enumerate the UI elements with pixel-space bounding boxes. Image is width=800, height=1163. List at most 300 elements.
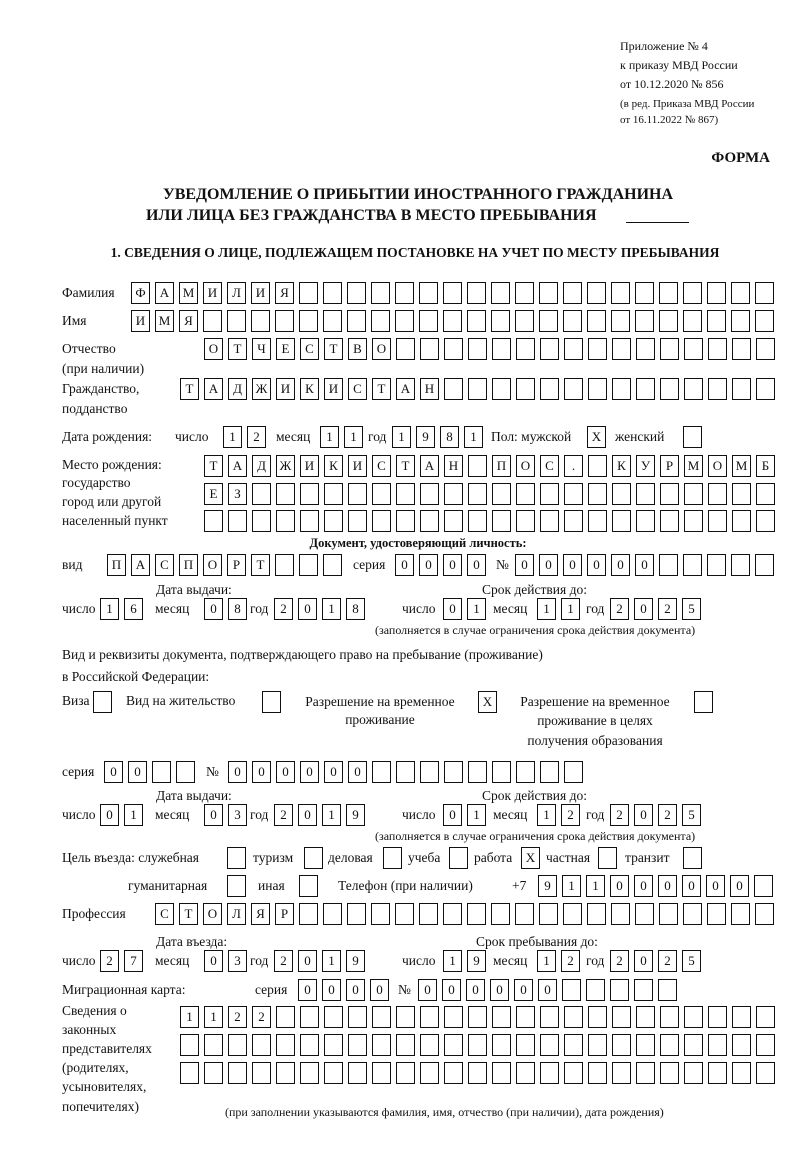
letter-cell[interactable]: [348, 483, 367, 505]
letter-cell[interactable]: [444, 378, 463, 400]
letter-cell[interactable]: [756, 1062, 775, 1084]
letter-cell[interactable]: [443, 282, 462, 304]
letter-cell[interactable]: 3: [228, 804, 247, 826]
letter-cell[interactable]: Ч: [252, 338, 271, 360]
letter-cell[interactable]: [588, 338, 607, 360]
letter-cell[interactable]: [152, 761, 171, 783]
letter-cell[interactable]: [468, 1062, 487, 1084]
letter-cell[interactable]: [372, 483, 391, 505]
letter-cell[interactable]: [732, 1034, 751, 1056]
letter-cell[interactable]: [660, 1006, 679, 1028]
letter-cell[interactable]: И: [276, 378, 295, 400]
letter-cell[interactable]: Ж: [276, 455, 295, 477]
letter-cell[interactable]: [612, 1034, 631, 1056]
letter-cell[interactable]: [684, 338, 703, 360]
letter-cell[interactable]: [395, 282, 414, 304]
letter-cell[interactable]: [540, 510, 559, 532]
checkbox-cell[interactable]: [449, 847, 468, 869]
letter-cell[interactable]: [492, 483, 511, 505]
letter-cell[interactable]: [540, 483, 559, 505]
letter-cell[interactable]: 9: [467, 950, 486, 972]
letter-cell[interactable]: [444, 1006, 463, 1028]
letter-cell[interactable]: [420, 1062, 439, 1084]
letter-cell[interactable]: [516, 378, 535, 400]
letter-cell[interactable]: [660, 1062, 679, 1084]
letter-cell[interactable]: П: [492, 455, 511, 477]
letter-cell[interactable]: 2: [658, 950, 677, 972]
letter-cell[interactable]: [275, 310, 294, 332]
letter-cell[interactable]: [636, 378, 655, 400]
letter-cell[interactable]: И: [203, 282, 222, 304]
letter-cell[interactable]: 0: [490, 979, 509, 1001]
letter-cell[interactable]: [204, 1062, 223, 1084]
letter-cell[interactable]: [372, 1062, 391, 1084]
letter-cell[interactable]: 0: [204, 804, 223, 826]
letter-cell[interactable]: 2: [247, 426, 266, 448]
letter-cell[interactable]: [468, 1034, 487, 1056]
letter-cell[interactable]: [252, 1034, 271, 1056]
letter-cell[interactable]: 1: [467, 598, 486, 620]
letter-cell[interactable]: 2: [561, 804, 580, 826]
letter-cell[interactable]: 2: [610, 950, 629, 972]
letter-cell[interactable]: [419, 282, 438, 304]
letter-cell[interactable]: 1: [322, 598, 341, 620]
letter-cell[interactable]: 0: [322, 979, 341, 1001]
checkbox-cell[interactable]: [683, 426, 702, 448]
letter-cell[interactable]: 2: [228, 1006, 247, 1028]
letter-cell[interactable]: 0: [346, 979, 365, 1001]
letter-cell[interactable]: 5: [682, 804, 701, 826]
letter-cell[interactable]: Д: [228, 378, 247, 400]
letter-cell[interactable]: О: [203, 554, 222, 576]
letter-cell[interactable]: 0: [515, 554, 534, 576]
letter-cell[interactable]: [707, 554, 726, 576]
letter-cell[interactable]: [516, 761, 535, 783]
letter-cell[interactable]: 0: [443, 598, 462, 620]
letter-cell[interactable]: [636, 510, 655, 532]
letter-cell[interactable]: [611, 903, 630, 925]
letter-cell[interactable]: 0: [298, 598, 317, 620]
letter-cell[interactable]: 0: [587, 554, 606, 576]
letter-cell[interactable]: 1: [320, 426, 339, 448]
letter-cell[interactable]: [348, 1034, 367, 1056]
letter-cell[interactable]: [251, 310, 270, 332]
letter-cell[interactable]: 0: [611, 554, 630, 576]
letter-cell[interactable]: А: [131, 554, 150, 576]
letter-cell[interactable]: [564, 378, 583, 400]
letter-cell[interactable]: [756, 378, 775, 400]
letter-cell[interactable]: [252, 483, 271, 505]
letter-cell[interactable]: [396, 483, 415, 505]
letter-cell[interactable]: [467, 282, 486, 304]
letter-cell[interactable]: 8: [346, 598, 365, 620]
letter-cell[interactable]: И: [131, 310, 150, 332]
letter-cell[interactable]: 5: [682, 950, 701, 972]
letter-cell[interactable]: 1: [561, 598, 580, 620]
letter-cell[interactable]: [396, 510, 415, 532]
letter-cell[interactable]: [347, 903, 366, 925]
letter-cell[interactable]: [636, 1062, 655, 1084]
letter-cell[interactable]: 2: [274, 598, 293, 620]
letter-cell[interactable]: [588, 483, 607, 505]
letter-cell[interactable]: [708, 510, 727, 532]
letter-cell[interactable]: [516, 1006, 535, 1028]
letter-cell[interactable]: [348, 1062, 367, 1084]
letter-cell[interactable]: [683, 554, 702, 576]
letter-cell[interactable]: [564, 483, 583, 505]
letter-cell[interactable]: [420, 1034, 439, 1056]
letter-cell[interactable]: А: [228, 455, 247, 477]
letter-cell[interactable]: [659, 554, 678, 576]
letter-cell[interactable]: 1: [124, 804, 143, 826]
letter-cell[interactable]: [347, 282, 366, 304]
letter-cell[interactable]: С: [348, 378, 367, 400]
letter-cell[interactable]: [324, 1006, 343, 1028]
letter-cell[interactable]: [371, 310, 390, 332]
letter-cell[interactable]: [636, 1034, 655, 1056]
letter-cell[interactable]: [276, 1034, 295, 1056]
letter-cell[interactable]: 0: [539, 554, 558, 576]
letter-cell[interactable]: [612, 338, 631, 360]
letter-cell[interactable]: [323, 310, 342, 332]
checkbox-cell[interactable]: X: [521, 847, 540, 869]
letter-cell[interactable]: 0: [324, 761, 343, 783]
letter-cell[interactable]: М: [684, 455, 703, 477]
letter-cell[interactable]: [371, 903, 390, 925]
letter-cell[interactable]: Т: [324, 338, 343, 360]
letter-cell[interactable]: 1: [344, 426, 363, 448]
letter-cell[interactable]: [612, 378, 631, 400]
letter-cell[interactable]: 9: [538, 875, 557, 897]
letter-cell[interactable]: [180, 1062, 199, 1084]
letter-cell[interactable]: 1: [322, 804, 341, 826]
letter-cell[interactable]: Л: [227, 903, 246, 925]
letter-cell[interactable]: [443, 310, 462, 332]
letter-cell[interactable]: [731, 282, 750, 304]
letter-cell[interactable]: [636, 483, 655, 505]
letter-cell[interactable]: [708, 378, 727, 400]
letter-cell[interactable]: [276, 483, 295, 505]
checkbox-cell[interactable]: [383, 847, 402, 869]
letter-cell[interactable]: 0: [443, 554, 462, 576]
letter-cell[interactable]: [515, 903, 534, 925]
letter-cell[interactable]: [396, 761, 415, 783]
letter-cell[interactable]: [659, 310, 678, 332]
letter-cell[interactable]: [420, 1006, 439, 1028]
letter-cell[interactable]: Н: [444, 455, 463, 477]
letter-cell[interactable]: П: [107, 554, 126, 576]
letter-cell[interactable]: [516, 483, 535, 505]
letter-cell[interactable]: А: [396, 378, 415, 400]
letter-cell[interactable]: [324, 1062, 343, 1084]
letter-cell[interactable]: [299, 903, 318, 925]
letter-cell[interactable]: Т: [179, 903, 198, 925]
letter-cell[interactable]: [468, 378, 487, 400]
letter-cell[interactable]: [299, 554, 318, 576]
letter-cell[interactable]: [468, 455, 487, 477]
letter-cell[interactable]: [468, 761, 487, 783]
letter-cell[interactable]: [515, 282, 534, 304]
letter-cell[interactable]: 0: [419, 554, 438, 576]
letter-cell[interactable]: К: [612, 455, 631, 477]
checkbox-cell[interactable]: X: [587, 426, 606, 448]
letter-cell[interactable]: [467, 903, 486, 925]
letter-cell[interactable]: Т: [372, 378, 391, 400]
letter-cell[interactable]: Ж: [252, 378, 271, 400]
letter-cell[interactable]: 2: [252, 1006, 271, 1028]
letter-cell[interactable]: 0: [634, 804, 653, 826]
letter-cell[interactable]: [612, 510, 631, 532]
letter-cell[interactable]: Д: [252, 455, 271, 477]
letter-cell[interactable]: П: [179, 554, 198, 576]
letter-cell[interactable]: [684, 1062, 703, 1084]
letter-cell[interactable]: [588, 378, 607, 400]
letter-cell[interactable]: 2: [610, 598, 629, 620]
letter-cell[interactable]: 1: [223, 426, 242, 448]
letter-cell[interactable]: [635, 903, 654, 925]
letter-cell[interactable]: 2: [610, 804, 629, 826]
letter-cell[interactable]: 0: [298, 950, 317, 972]
checkbox-cell[interactable]: [93, 691, 112, 713]
letter-cell[interactable]: О: [203, 903, 222, 925]
letter-cell[interactable]: [756, 510, 775, 532]
letter-cell[interactable]: [228, 510, 247, 532]
letter-cell[interactable]: 0: [730, 875, 749, 897]
letter-cell[interactable]: 7: [124, 950, 143, 972]
letter-cell[interactable]: [539, 903, 558, 925]
letter-cell[interactable]: 0: [634, 950, 653, 972]
letter-cell[interactable]: 0: [635, 554, 654, 576]
letter-cell[interactable]: [732, 1006, 751, 1028]
letter-cell[interactable]: [276, 510, 295, 532]
letter-cell[interactable]: 1: [562, 875, 581, 897]
letter-cell[interactable]: 1: [464, 426, 483, 448]
letter-cell[interactable]: [227, 310, 246, 332]
letter-cell[interactable]: [707, 903, 726, 925]
letter-cell[interactable]: 0: [634, 875, 653, 897]
letter-cell[interactable]: [564, 1062, 583, 1084]
letter-cell[interactable]: 0: [610, 875, 629, 897]
letter-cell[interactable]: [562, 979, 581, 1001]
letter-cell[interactable]: 0: [204, 598, 223, 620]
letter-cell[interactable]: О: [372, 338, 391, 360]
letter-cell[interactable]: А: [420, 455, 439, 477]
letter-cell[interactable]: 2: [561, 950, 580, 972]
letter-cell[interactable]: К: [300, 378, 319, 400]
letter-cell[interactable]: [371, 282, 390, 304]
letter-cell[interactable]: [732, 378, 751, 400]
letter-cell[interactable]: И: [348, 455, 367, 477]
letter-cell[interactable]: [420, 483, 439, 505]
letter-cell[interactable]: Р: [660, 455, 679, 477]
letter-cell[interactable]: [588, 510, 607, 532]
letter-cell[interactable]: [372, 761, 391, 783]
letter-cell[interactable]: [420, 761, 439, 783]
letter-cell[interactable]: С: [300, 338, 319, 360]
checkbox-cell[interactable]: [694, 691, 713, 713]
letter-cell[interactable]: [300, 510, 319, 532]
letter-cell[interactable]: [755, 282, 774, 304]
letter-cell[interactable]: [300, 1006, 319, 1028]
letter-cell[interactable]: [708, 338, 727, 360]
letter-cell[interactable]: [611, 282, 630, 304]
letter-cell[interactable]: 1: [100, 598, 119, 620]
checkbox-cell[interactable]: [227, 875, 246, 897]
letter-cell[interactable]: [419, 310, 438, 332]
letter-cell[interactable]: Я: [179, 310, 198, 332]
letter-cell[interactable]: [516, 1034, 535, 1056]
letter-cell[interactable]: [347, 310, 366, 332]
letter-cell[interactable]: [732, 338, 751, 360]
letter-cell[interactable]: [660, 510, 679, 532]
letter-cell[interactable]: Н: [420, 378, 439, 400]
letter-cell[interactable]: [420, 338, 439, 360]
letter-cell[interactable]: [324, 483, 343, 505]
letter-cell[interactable]: [587, 282, 606, 304]
letter-cell[interactable]: [539, 282, 558, 304]
letter-cell[interactable]: 0: [443, 804, 462, 826]
letter-cell[interactable]: [300, 1034, 319, 1056]
letter-cell[interactable]: И: [300, 455, 319, 477]
letter-cell[interactable]: [683, 310, 702, 332]
letter-cell[interactable]: [754, 875, 773, 897]
letter-cell[interactable]: 2: [658, 804, 677, 826]
letter-cell[interactable]: [516, 338, 535, 360]
letter-cell[interactable]: И: [324, 378, 343, 400]
letter-cell[interactable]: [492, 338, 511, 360]
letter-cell[interactable]: 0: [128, 761, 147, 783]
letter-cell[interactable]: 2: [100, 950, 119, 972]
letter-cell[interactable]: 0: [298, 804, 317, 826]
checkbox-cell[interactable]: [683, 847, 702, 869]
letter-cell[interactable]: [563, 282, 582, 304]
letter-cell[interactable]: 1: [322, 950, 341, 972]
letter-cell[interactable]: О: [516, 455, 535, 477]
letter-cell[interactable]: С: [372, 455, 391, 477]
letter-cell[interactable]: [468, 510, 487, 532]
letter-cell[interactable]: 0: [348, 761, 367, 783]
letter-cell[interactable]: [372, 1006, 391, 1028]
letter-cell[interactable]: [323, 554, 342, 576]
letter-cell[interactable]: [612, 1062, 631, 1084]
letter-cell[interactable]: [611, 310, 630, 332]
letter-cell[interactable]: И: [251, 282, 270, 304]
letter-cell[interactable]: [252, 510, 271, 532]
letter-cell[interactable]: [492, 1034, 511, 1056]
letter-cell[interactable]: [300, 1062, 319, 1084]
letter-cell[interactable]: [275, 554, 294, 576]
letter-cell[interactable]: [612, 483, 631, 505]
letter-cell[interactable]: Р: [227, 554, 246, 576]
letter-cell[interactable]: [515, 310, 534, 332]
letter-cell[interactable]: Т: [228, 338, 247, 360]
letter-cell[interactable]: [731, 310, 750, 332]
letter-cell[interactable]: [396, 338, 415, 360]
letter-cell[interactable]: [540, 338, 559, 360]
letter-cell[interactable]: [516, 510, 535, 532]
letter-cell[interactable]: 0: [370, 979, 389, 1001]
letter-cell[interactable]: [204, 510, 223, 532]
letter-cell[interactable]: 0: [706, 875, 725, 897]
checkbox-cell[interactable]: [299, 875, 318, 897]
checkbox-cell[interactable]: [598, 847, 617, 869]
letter-cell[interactable]: [636, 1006, 655, 1028]
letter-cell[interactable]: [586, 979, 605, 1001]
letter-cell[interactable]: [348, 510, 367, 532]
letter-cell[interactable]: [300, 483, 319, 505]
letter-cell[interactable]: [612, 1006, 631, 1028]
letter-cell[interactable]: 3: [228, 950, 247, 972]
letter-cell[interactable]: Т: [204, 455, 223, 477]
letter-cell[interactable]: [588, 1062, 607, 1084]
letter-cell[interactable]: 1: [443, 950, 462, 972]
letter-cell[interactable]: [276, 1062, 295, 1084]
letter-cell[interactable]: [180, 1034, 199, 1056]
letter-cell[interactable]: [540, 761, 559, 783]
letter-cell[interactable]: [540, 1006, 559, 1028]
letter-cell[interactable]: [564, 1034, 583, 1056]
letter-cell[interactable]: Б: [756, 455, 775, 477]
letter-cell[interactable]: К: [324, 455, 343, 477]
letter-cell[interactable]: 1: [586, 875, 605, 897]
letter-cell[interactable]: 0: [634, 598, 653, 620]
checkbox-cell[interactable]: X: [478, 691, 497, 713]
letter-cell[interactable]: [756, 338, 775, 360]
letter-cell[interactable]: 8: [440, 426, 459, 448]
letter-cell[interactable]: [492, 510, 511, 532]
letter-cell[interactable]: [396, 1006, 415, 1028]
letter-cell[interactable]: [564, 338, 583, 360]
letter-cell[interactable]: М: [179, 282, 198, 304]
letter-cell[interactable]: 0: [298, 979, 317, 1001]
letter-cell[interactable]: [610, 979, 629, 1001]
letter-cell[interactable]: [708, 1062, 727, 1084]
letter-cell[interactable]: М: [155, 310, 174, 332]
letter-cell[interactable]: С: [155, 903, 174, 925]
letter-cell[interactable]: 0: [395, 554, 414, 576]
letter-cell[interactable]: [756, 1006, 775, 1028]
letter-cell[interactable]: [395, 310, 414, 332]
letter-cell[interactable]: [372, 510, 391, 532]
letter-cell[interactable]: [660, 338, 679, 360]
letter-cell[interactable]: [203, 310, 222, 332]
letter-cell[interactable]: [684, 1034, 703, 1056]
letter-cell[interactable]: [684, 378, 703, 400]
letter-cell[interactable]: [323, 903, 342, 925]
letter-cell[interactable]: 0: [418, 979, 437, 1001]
letter-cell[interactable]: 1: [204, 1006, 223, 1028]
letter-cell[interactable]: [755, 903, 774, 925]
letter-cell[interactable]: [491, 282, 510, 304]
letter-cell[interactable]: [660, 378, 679, 400]
letter-cell[interactable]: 0: [466, 979, 485, 1001]
letter-cell[interactable]: 0: [228, 761, 247, 783]
checkbox-cell[interactable]: [304, 847, 323, 869]
letter-cell[interactable]: [755, 310, 774, 332]
letter-cell[interactable]: 1: [537, 598, 556, 620]
letter-cell[interactable]: [588, 455, 607, 477]
letter-cell[interactable]: 0: [658, 875, 677, 897]
letter-cell[interactable]: [707, 310, 726, 332]
letter-cell[interactable]: [683, 903, 702, 925]
letter-cell[interactable]: [491, 310, 510, 332]
letter-cell[interactable]: [732, 483, 751, 505]
letter-cell[interactable]: [731, 554, 750, 576]
letter-cell[interactable]: [324, 1034, 343, 1056]
letter-cell[interactable]: 6: [124, 598, 143, 620]
letter-cell[interactable]: [634, 979, 653, 1001]
letter-cell[interactable]: [731, 903, 750, 925]
